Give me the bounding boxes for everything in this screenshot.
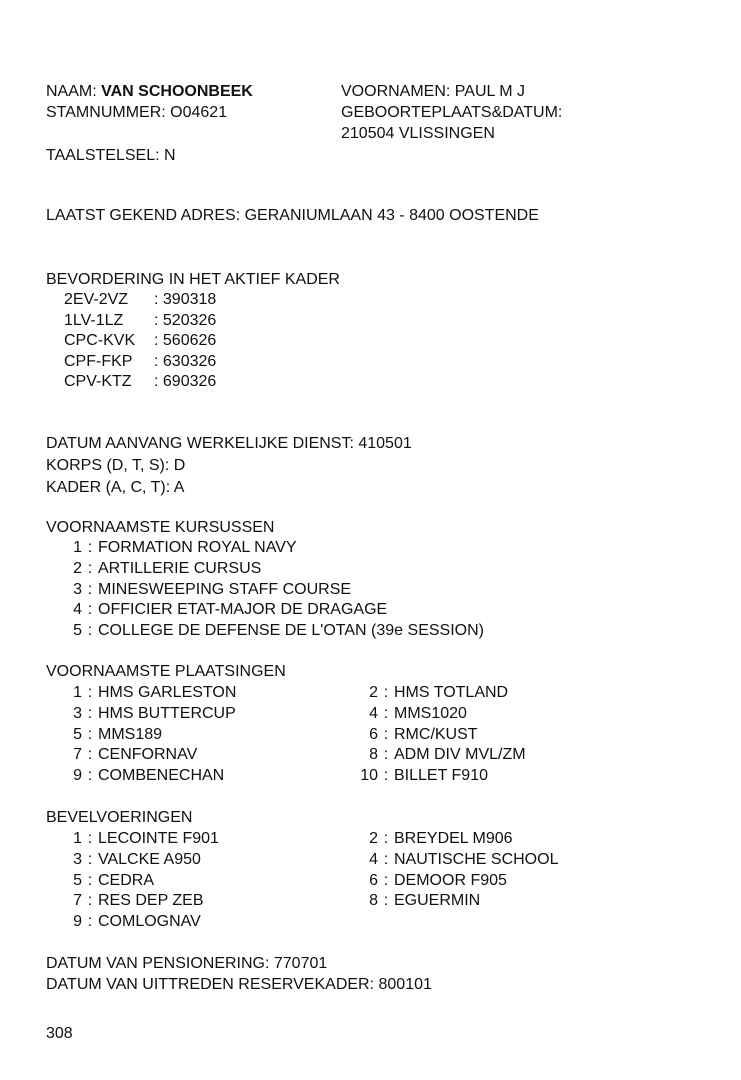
taalstelsel-line [46, 146, 176, 167]
stamnummer-label: STAMNUMMER: [46, 104, 166, 121]
adres-line [46, 206, 539, 227]
naam-line [46, 82, 253, 103]
list-item: 9 : COMLOGNAV [73, 913, 201, 931]
taalstelsel-value: N [163, 147, 176, 164]
voornamen-value: PAUL M J [454, 83, 526, 100]
uittreden-line: DATUM VAN UITTREDEN RESERVEKADER: 800101 [46, 976, 432, 993]
bevelvoeringen-list [46, 829, 646, 933]
bevordering-title: BEVORDERING IN HET AKTIEF KADER [46, 271, 340, 288]
list-item: 9 : COMBENECHAN 10 : BILLET F910 [73, 767, 488, 785]
list-item: 1 : HMS GARLESTON 2 : HMS TOTLAND [73, 684, 509, 701]
taalstelsel-label: TAALSTELSEL: [46, 147, 160, 164]
list-item: 4 : OFFICIER ETAT-MAJOR DE DRAGAGE [73, 601, 388, 619]
plaatsingen-list [46, 683, 646, 787]
list-item: 5 : MMS189 6 : RMC/KUST [73, 725, 478, 743]
list-item: CPF-FKP : 630326 [64, 352, 217, 370]
list-item: 1 : LECOINTE F901 2 : BREYDEL M906 [73, 830, 513, 847]
geboorte-value: 210504 VLISSINGEN [341, 125, 495, 142]
plaatsingen-title: VOORNAAMSTE PLAATSINGEN [46, 663, 286, 680]
naam-value: VAN SCHOONBEEK [101, 83, 253, 100]
geboorte-label: GEBOORTEPLAATS&DATUM: [341, 104, 563, 121]
list-item: 3 : MINESWEEPING STAFF COURSE [73, 580, 352, 598]
list-item: CPC-KVK : 560626 [64, 332, 217, 349]
list-item: 7 : RES DEP ZEB 8 : EGUERMIN [73, 892, 481, 910]
list-item: 1LV-1LZ : 520326 [64, 311, 217, 329]
bevelvoeringen-title: BEVELVOERINGEN [46, 809, 193, 826]
bevordering-list [64, 290, 216, 393]
list-item: CPV-KTZ : 690326 [64, 373, 217, 390]
list-item: 7 : CENFORNAV 8 : ADM DIV MVL/ZM [73, 746, 526, 764]
stamnummer-value: O04621 [170, 104, 228, 121]
kursussen-list [46, 538, 484, 642]
page-number: 308 [46, 1025, 73, 1042]
naam-label: NAAM: [46, 83, 97, 100]
voornamen-label: VOORNAMEN: [341, 83, 451, 100]
list-item: 3 : HMS BUTTERCUP 4 : MMS1020 [73, 704, 467, 722]
adres-label: LAATST GEKEND ADRES: [46, 207, 241, 224]
voornamen-line [341, 82, 525, 103]
list-item: 3 : VALCKE A950 4 : NAUTISCHE SCHOOL [73, 850, 559, 868]
list-item: 5 : COLLEGE DE DEFENSE DE L'OTAN (39e SESSION) [73, 622, 484, 640]
list-item: 2 : ARTILLERIE CURSUS [73, 559, 262, 577]
dienst-kader: KADER (A, C, T): A [46, 479, 185, 496]
adres-value: GERANIUMLAAN 43 - 8400 OOSTENDE [244, 207, 539, 224]
kursussen-title: VOORNAAMSTE KURSUSSEN [46, 519, 275, 536]
dienst-aanvang: DATUM AANVANG WERKELIJKE DIENST: 410501 [46, 435, 412, 452]
dienst-korps: KORPS (D, T, S): D [46, 457, 186, 474]
list-item: 2EV-2VZ : 390318 [64, 291, 217, 308]
list-item: 1 : FORMATION ROYAL NAVY [73, 539, 297, 556]
stamnummer-line [46, 103, 227, 124]
pensionering-line: DATUM VAN PENSIONERING: 770701 [46, 955, 328, 972]
list-item: 5 : CEDRA 6 : DEMOOR F905 [73, 871, 507, 889]
